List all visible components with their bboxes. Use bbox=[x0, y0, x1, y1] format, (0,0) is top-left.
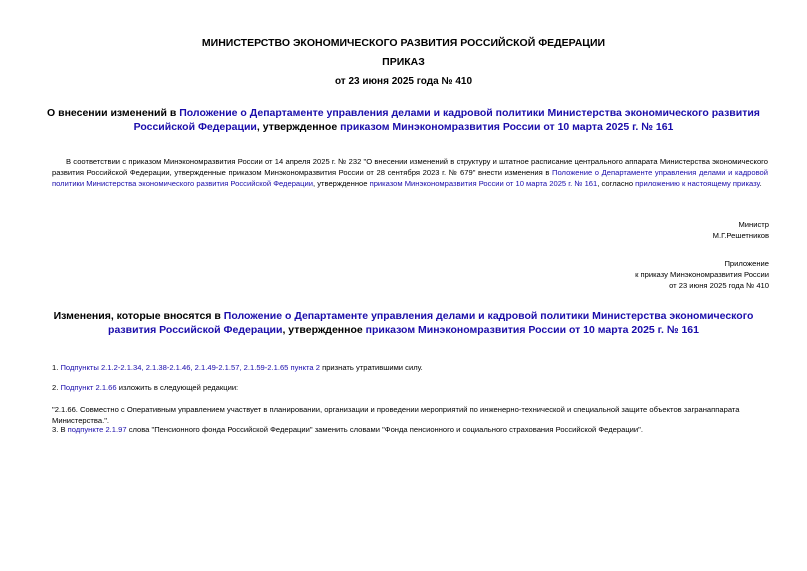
preamble-regulation-link[interactable]: Положение о Департаменте управления делами и кадровой политики Министерства экономического развития Российской Федерации bbox=[52, 168, 768, 188]
item-1-text: признать утратившими силу. bbox=[319, 363, 423, 372]
item-3-number: 3. В bbox=[52, 425, 68, 434]
preamble-order-link[interactable]: приказом Минэкономразвития России от 10 марта 2025 г. № 161 bbox=[369, 179, 598, 188]
changes-title-middle: , утвержденное bbox=[282, 324, 366, 336]
appendix-block bbox=[469, 258, 769, 291]
preamble-text-a: В соответствии с приказом Минэкономразвития России от 14 апреля 2025 г. № 232 "О внесении изменений в структуру и штатное расписание центрального аппарата Министерства экономического развития Российской Федерации, утвержденные приказом Минэкономразвития России от 28 сентября 2023 г. № 679" внести изменения в bbox=[52, 157, 768, 177]
preamble-text-d: . bbox=[759, 179, 762, 188]
preamble-text-c: , согласно bbox=[597, 179, 636, 188]
title-prefix: О внесении изменений в bbox=[47, 107, 180, 119]
item-1-subclauses-link[interactable]: Подпункты 2.1.2-2.1.34, 2.1.38-2.1.46, 2.1.49-2.1.57, 2.1.59-2.1.65 пункта 2 bbox=[60, 363, 320, 372]
order-161-link[interactable]: приказом Минэкономразвития России от 10 марта 2025 г. № 161 bbox=[340, 121, 674, 133]
preamble-appendix-link[interactable]: приложению к настоящему приказу bbox=[635, 179, 760, 188]
appendix-date: от 23 июня 2025 года № 410 bbox=[669, 281, 769, 290]
item-1-number: 1. bbox=[52, 363, 61, 372]
item-2-subclause-link[interactable]: Подпункт 2.1.66 bbox=[60, 383, 117, 392]
change-item-2-quote: "2.1.66. Совместно с Оперативным управлением участвует в планировании, организации и проведении мероприятий по инженерно-технической и специальной защите объектов загранаппарата Министерства.". bbox=[52, 405, 740, 425]
order-title bbox=[40, 106, 767, 134]
item-3-subclause-link[interactable]: подпункте 2.1.97 bbox=[67, 425, 127, 434]
change-item-1 bbox=[52, 362, 768, 373]
changes-title bbox=[40, 309, 767, 337]
signer-position: Министр bbox=[738, 220, 769, 229]
order-date-number: от 23 июня 2025 года № 410 bbox=[334, 76, 473, 87]
ministry-heading: МИНИСТЕРСТВО ЭКОНОМИЧЕСКОГО РАЗВИТИЯ РОССИЙСКОЙ ФЕДЕРАЦИИ bbox=[201, 37, 606, 49]
item-2-text: изложить в следующей редакции: bbox=[116, 383, 239, 392]
title-middle: , утвержденное bbox=[256, 121, 341, 133]
appendix-label: Приложение bbox=[724, 259, 769, 268]
preamble-paragraph bbox=[52, 156, 768, 189]
change-item-2 bbox=[52, 382, 768, 393]
changes-regulation-link[interactable]: Положение о Департаменте управления делами и кадровой политики Министерства экономического развития Российской Федерации bbox=[108, 310, 754, 336]
item-3-text: слова "Пенсионного фонда Российской Федерации" заменить словами "Фонда пенсионного и социального страхования Российской Федерации". bbox=[126, 425, 643, 434]
signature-block bbox=[469, 219, 769, 241]
change-item-3 bbox=[52, 424, 768, 435]
document-type: ПРИКАЗ bbox=[382, 56, 425, 68]
regulation-link[interactable]: Положение о Департаменте управления делами и кадровой политики Министерства экономического развития Российской Федерации bbox=[133, 107, 760, 133]
item-2-number: 2. bbox=[52, 383, 61, 392]
signer-name: М.Г.Решетников bbox=[712, 231, 769, 240]
changes-order-link[interactable]: приказом Минэкономразвития России от 10 марта 2025 г. № 161 bbox=[365, 324, 699, 336]
changes-title-prefix: Изменения, которые вносятся в bbox=[53, 310, 224, 322]
preamble-text-b: , утвержденное bbox=[313, 179, 370, 188]
appendix-reference: к приказу Минэкономразвития России bbox=[635, 270, 769, 279]
